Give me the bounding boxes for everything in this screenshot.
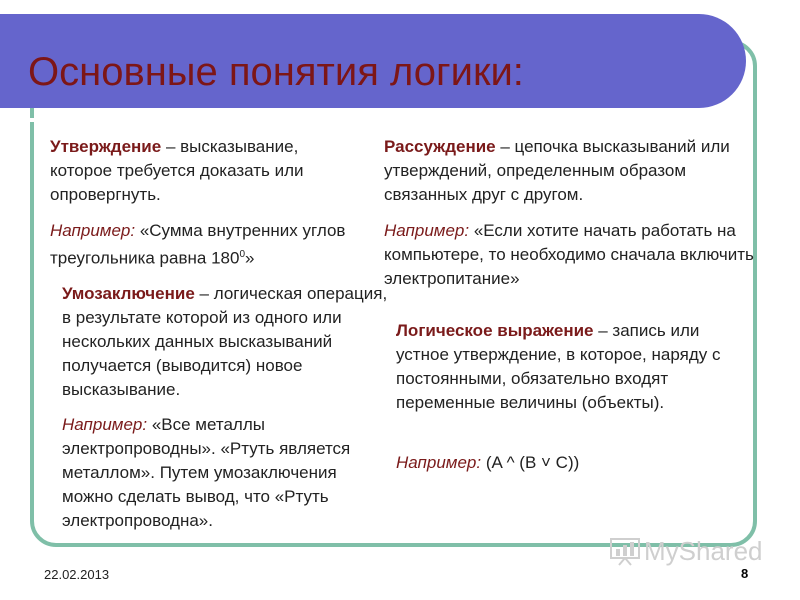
watermark [610,536,763,567]
reasoning-term: Рассуждение [384,137,496,156]
statement-text: – высказывание, которое требуется доказать или опровергнуть. [50,137,304,204]
expression-example [396,451,746,475]
inference-term: Умозаключение [62,284,195,303]
inference-definition [62,282,392,402]
inference-example [62,413,392,533]
expression-term: Логическое выражение [396,321,594,340]
reasoning-definition [384,135,774,207]
statement-example-text: «Сумма внутренних углов треугольника равна 180 [50,221,346,268]
statement-term: Утверждение [50,137,162,156]
title-underline [0,118,712,122]
inference-example-text: «Все металлы электропроводны». «Ртуть является металлом». Путем умозаключения можно сделать вывод, что «Ртуть электропроводна». [62,415,351,530]
expression-example-text: (A ^ (B ˅ C)) [481,453,580,472]
statement-example-label: Например: [50,221,136,240]
reasoning-example [384,219,774,291]
reasoning-text: – цепочка высказываний или утверждений, определенным образом связанных друг с другом. [384,137,730,204]
watermark-text: MyShared [644,536,763,566]
statement-definition [50,135,360,207]
page-number: 8 [741,566,749,581]
title-bar [0,14,746,108]
expression-text: – запись или устное утверждение, в которое, наряду с постоянными, обязательно входят переменные величины (объекты). [396,321,721,412]
degree-superscript: 0 [239,249,245,260]
statement-example-end: » [245,248,255,268]
slide-title: Основные понятия логики: [28,50,524,94]
statement-example [50,219,360,271]
reasoning-example-label: Например: [384,221,470,240]
expression-definition [396,319,746,415]
inference-example-label: Например: [62,415,148,434]
footer-date: 22.02.2013 [44,567,110,582]
chart-icon [610,538,640,566]
reasoning-example-text: «Если хотите начать работать на компьютере, то необходимо сначала включить электропитание» [384,221,754,288]
expression-example-label: Например: [396,453,482,472]
inference-text: – логическая операция, в результате которой из одного или нескольких данных высказываний получается (выводится) новое высказывание. [62,284,388,399]
